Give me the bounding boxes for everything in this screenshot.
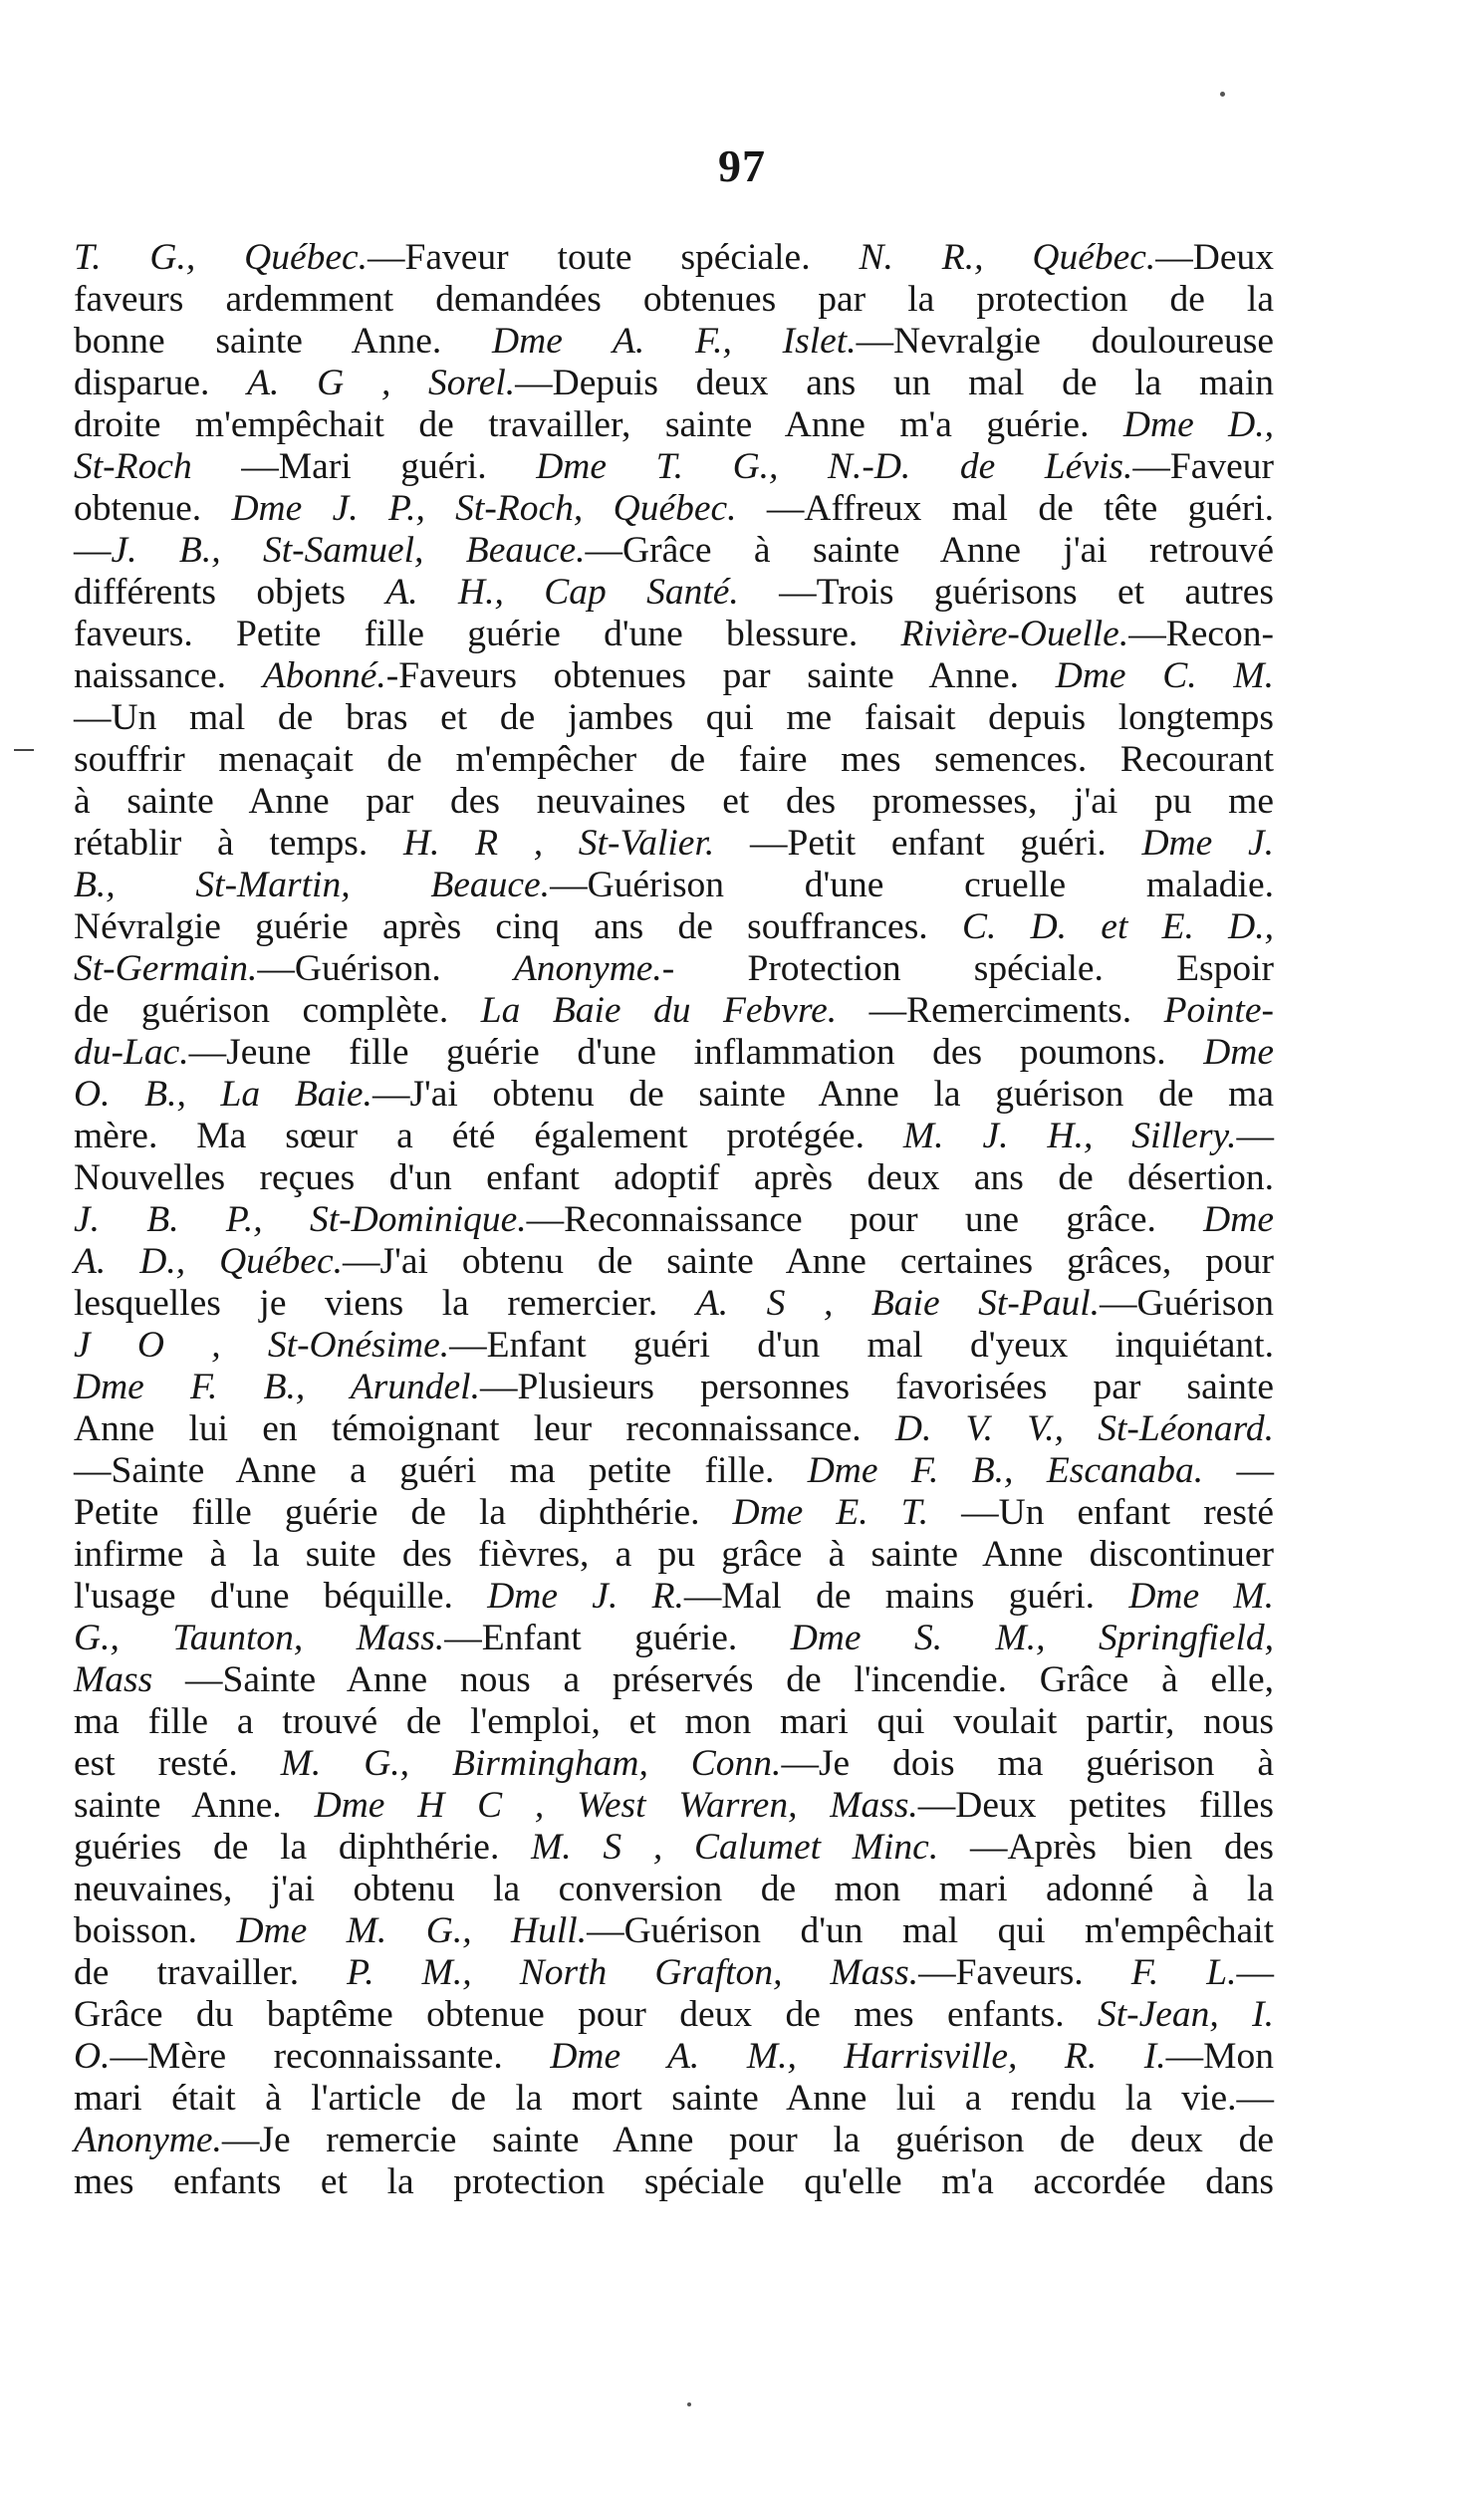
text-run: —Mal de mains guéri. bbox=[683, 1576, 1129, 1617]
text-line bbox=[74, 1827, 1274, 1869]
italic-reference: Abonné. bbox=[262, 655, 386, 696]
text-run: —Enfant guéri d'un mal d'yeux inquiétant. bbox=[449, 1325, 1274, 1366]
text-line bbox=[74, 990, 1274, 1032]
text-run: —Petit enfant guéri. bbox=[714, 823, 1142, 864]
text-run: faveurs ardemment demandées obtenues par la protection de la bbox=[74, 279, 1274, 320]
text-line bbox=[74, 488, 1274, 530]
italic-reference: St-Germain. bbox=[74, 948, 258, 989]
text-run: lesquelles je viens la remercier. bbox=[74, 1283, 696, 1324]
text-run: Grâce du baptême obtenue pour deux de mes enfants. bbox=[74, 1994, 1098, 2035]
text-run: de guérison complète. bbox=[74, 990, 481, 1031]
text-line bbox=[74, 530, 1274, 572]
text-line bbox=[74, 1241, 1274, 1283]
italic-reference: Dme F. B., Escanaba. bbox=[807, 1450, 1204, 1491]
text-run: -Faveurs obtenues par sainte Anne. bbox=[385, 655, 1056, 696]
italic-reference: Dme H C , West Warren, Mass. bbox=[314, 1785, 918, 1826]
italic-reference: Anonyme. bbox=[74, 2120, 222, 2160]
text-run: —Guérison bbox=[1100, 1283, 1275, 1324]
italic-reference: J. B. P., St-Dominique. bbox=[74, 1199, 527, 1240]
italic-reference: Pointe- bbox=[1163, 990, 1274, 1031]
text-line bbox=[74, 823, 1274, 865]
italic-reference: Dme bbox=[1203, 1199, 1274, 1240]
text-run: sainte Anne. bbox=[74, 1785, 315, 1826]
text-run: —Je dois ma guérison à bbox=[781, 1743, 1274, 1784]
text-run: —Mon bbox=[1165, 2036, 1274, 2077]
text-line bbox=[74, 1116, 1274, 1157]
text-line bbox=[74, 614, 1274, 655]
text-line bbox=[74, 1492, 1274, 1534]
italic-reference: Dme C. M. bbox=[1055, 655, 1274, 696]
text-line bbox=[74, 948, 1274, 990]
text-run: —Depuis deux ans un mal de la main bbox=[515, 363, 1274, 403]
text-run: —Un enfant resté bbox=[928, 1492, 1274, 1533]
text-run: mère. Ma sœur a été également protégée. bbox=[74, 1116, 903, 1156]
italic-reference: M. S , Calumet Minc. bbox=[531, 1827, 939, 1868]
text-run: Névralgie guérie après cinq ans de souffrances. bbox=[74, 906, 962, 947]
text-line bbox=[74, 1910, 1274, 1952]
text-run: rétablir à temps. bbox=[74, 823, 403, 864]
italic-reference: H. R , St-Valier. bbox=[402, 823, 715, 864]
italic-reference: Dme M. bbox=[1128, 1576, 1275, 1617]
text-run: l'usage d'une béquille. bbox=[74, 1576, 488, 1617]
text-run: —Trois guérisons et autres bbox=[738, 572, 1274, 613]
body-text bbox=[74, 237, 1274, 2203]
text-run: —Faveur toute spéciale. bbox=[368, 237, 860, 278]
text-line bbox=[74, 1785, 1274, 1827]
italic-reference: M. J. H., Sillery. bbox=[902, 1116, 1237, 1156]
text-run: neuvaines, j'ai obtenu la conversion de mon mari adonné à la bbox=[74, 1869, 1274, 1909]
text-run: —Après bien des bbox=[938, 1827, 1275, 1868]
text-line bbox=[74, 906, 1274, 948]
text-line bbox=[74, 1450, 1274, 1492]
text-run: —Faveurs. bbox=[918, 1952, 1131, 1993]
text-line bbox=[74, 1408, 1274, 1450]
text-run: — bbox=[1236, 1952, 1274, 1993]
ink-speck bbox=[687, 2402, 691, 2406]
italic-reference: G., Taunton, Mass. bbox=[74, 1618, 445, 1658]
text-run: droite m'empêchait de travailler, sainte Anne m'a guérie. bbox=[74, 404, 1123, 445]
italic-reference: Dme J. bbox=[1141, 823, 1274, 864]
text-run: —Mari guéri. bbox=[191, 446, 537, 487]
text-line bbox=[74, 1701, 1274, 1743]
text-line bbox=[74, 1325, 1274, 1367]
italic-reference: Dme A. F., Islet. bbox=[492, 321, 857, 362]
text-line bbox=[74, 1952, 1274, 1994]
text-run: — bbox=[74, 530, 112, 571]
text-run: — bbox=[1203, 1450, 1274, 1491]
text-run: —Grâce à sainte Anne j'ai retrouvé bbox=[585, 530, 1274, 571]
text-line bbox=[74, 697, 1274, 739]
text-run: —Guérison. bbox=[257, 948, 514, 989]
text-line bbox=[74, 1074, 1274, 1116]
italic-reference: Dme J. R. bbox=[487, 1576, 684, 1617]
italic-reference: O. bbox=[74, 2036, 111, 2077]
italic-reference: F. L. bbox=[1130, 1952, 1237, 1993]
italic-reference: Rivière-Ouelle. bbox=[900, 614, 1129, 654]
text-run: disparue. bbox=[74, 363, 248, 403]
text-line bbox=[74, 865, 1274, 906]
text-run: à sainte Anne par des neuvaines et des promesses, j'ai pu me bbox=[74, 781, 1274, 822]
italic-reference: P. M., North Grafton, Mass. bbox=[347, 1952, 919, 1993]
text-line bbox=[74, 2120, 1274, 2161]
text-run: souffrir menaçait de m'empêcher de faire mes semences. Recourant bbox=[74, 739, 1274, 780]
italic-reference: M. G., Birmingham, Conn. bbox=[280, 1743, 782, 1784]
text-line bbox=[74, 1157, 1274, 1199]
text-run: faveurs. Petite fille guérie d'une blessure. bbox=[74, 614, 901, 654]
italic-reference: Dme A. M., Harrisville, R. I. bbox=[550, 2036, 1166, 2077]
text-run: —Guérison d'une cruelle maladie. bbox=[550, 865, 1274, 905]
text-run: mari était à l'article de la mort sainte Anne lui a rendu la vie.— bbox=[74, 2078, 1274, 2119]
text-run: de travailler. bbox=[74, 1952, 348, 1993]
italic-reference: T. G., Québec. bbox=[74, 237, 368, 278]
text-run: —Remerciments. bbox=[837, 990, 1164, 1031]
text-line bbox=[74, 2078, 1274, 2120]
text-run: —Sainte Anne nous a préservés de l'incendie. Grâce à elle, bbox=[152, 1659, 1274, 1700]
text-run: —Guérison d'un mal qui m'empêchait bbox=[587, 1910, 1275, 1951]
text-run: —Affreux mal de tête guéri. bbox=[736, 488, 1274, 529]
italic-reference: Mass bbox=[74, 1659, 153, 1700]
italic-reference: Dme D., bbox=[1122, 404, 1274, 445]
text-line bbox=[74, 655, 1274, 697]
text-line bbox=[74, 279, 1274, 321]
italic-reference: Dme F. B., Arundel. bbox=[74, 1367, 480, 1407]
text-line bbox=[74, 1994, 1274, 2036]
text-line bbox=[74, 404, 1274, 446]
text-run: Petite fille guérie de la diphthérie. bbox=[74, 1492, 733, 1533]
margin-mark bbox=[14, 749, 34, 751]
text-line bbox=[74, 1618, 1274, 1659]
italic-reference: Dme J. P., St-Roch, Québec. bbox=[231, 488, 737, 529]
text-line bbox=[74, 237, 1274, 279]
text-line bbox=[74, 1534, 1274, 1576]
text-line bbox=[74, 321, 1274, 363]
italic-reference: A. G , Sorel. bbox=[247, 363, 516, 403]
text-run: guéries de la diphthérie. bbox=[74, 1827, 532, 1868]
italic-reference: J. B., St-Samuel, Beauce. bbox=[111, 530, 586, 571]
italic-reference: St-Roch bbox=[74, 446, 192, 487]
text-line bbox=[74, 1659, 1274, 1701]
text-run: —Un mal de bras et de jambes qui me faisait depuis longtemps bbox=[74, 697, 1274, 738]
text-run: est resté. bbox=[74, 1743, 281, 1784]
text-run: —Faveur bbox=[1132, 446, 1274, 487]
italic-reference: A. H., Cap Santé. bbox=[385, 572, 739, 613]
text-line bbox=[74, 446, 1274, 488]
text-run: différents objets bbox=[74, 572, 386, 613]
text-run: bonne sainte Anne. bbox=[74, 321, 493, 362]
text-run: mes enfants et la protection spéciale qu'elle m'a accordée dans bbox=[74, 2161, 1274, 2202]
text-run: —J'ai obtenu de sainte Anne certaines grâces, pour bbox=[342, 1241, 1274, 1282]
text-line bbox=[74, 1743, 1274, 1785]
text-run: Anne lui en témoignant leur reconnaissance. bbox=[74, 1408, 895, 1449]
text-line bbox=[74, 1032, 1274, 1074]
italic-reference: Dme bbox=[1203, 1032, 1274, 1073]
text-run: —Deux bbox=[1155, 237, 1274, 278]
italic-reference: St-Jean, I. bbox=[1097, 1994, 1275, 2035]
text-line bbox=[74, 1199, 1274, 1241]
text-run: obtenue. bbox=[74, 488, 232, 529]
text-run: —Je remercie sainte Anne pour la guérison de deux de bbox=[221, 2120, 1274, 2160]
italic-reference: Anonyme. bbox=[513, 948, 662, 989]
text-run: —Mère reconnaissante. bbox=[110, 2036, 551, 2077]
text-run: —Sainte Anne a guéri ma petite fille. bbox=[74, 1450, 808, 1491]
text-run: —Enfant guérie. bbox=[444, 1618, 791, 1658]
italic-reference: B., St-Martin, Beauce. bbox=[74, 865, 551, 905]
text-run: infirme à la suite des fièvres, a pu grâce à sainte Anne discontinuer bbox=[74, 1534, 1274, 1575]
text-line bbox=[74, 572, 1274, 614]
italic-reference: du-Lac. bbox=[74, 1032, 189, 1073]
italic-reference: Dme E. T. bbox=[732, 1492, 929, 1533]
text-run: —Jeune fille guérie d'une inflammation des poumons. bbox=[188, 1032, 1204, 1073]
italic-reference: Dme T. G., N.-D. de Lévis. bbox=[536, 446, 1133, 487]
text-line bbox=[74, 1367, 1274, 1408]
italic-reference: A. S , Baie St-Paul. bbox=[695, 1283, 1101, 1324]
text-run: naissance. bbox=[74, 655, 263, 696]
page-number: 97 bbox=[718, 140, 766, 191]
text-run: ma fille a trouvé de l'emploi, et mon mari qui voulait partir, nous bbox=[74, 1701, 1274, 1742]
text-line bbox=[74, 363, 1274, 404]
text-run: - Protection spéciale. Espoir bbox=[661, 948, 1274, 989]
text-run: boisson. bbox=[74, 1910, 237, 1951]
text-run: —J'ai obtenu de sainte Anne la guérison de ma bbox=[371, 1074, 1274, 1115]
italic-reference: La Baie du Febvre. bbox=[480, 990, 838, 1031]
text-line bbox=[74, 1576, 1274, 1618]
text-line bbox=[74, 739, 1274, 781]
text-line bbox=[74, 781, 1274, 823]
text-run: Nouvelles reçues d'un enfant adoptif après deux ans de désertion. bbox=[74, 1157, 1274, 1198]
text-run: —Recon- bbox=[1128, 614, 1274, 654]
text-line bbox=[74, 2036, 1274, 2078]
italic-reference: C. D. et E. D., bbox=[961, 906, 1274, 947]
ink-speck bbox=[1220, 92, 1225, 97]
italic-reference: O. B., La Baie. bbox=[74, 1074, 372, 1115]
italic-reference: Dme S. M., Springfield, bbox=[790, 1618, 1274, 1658]
text-run: —Deux petites filles bbox=[917, 1785, 1274, 1826]
text-line bbox=[74, 1869, 1274, 1910]
italic-reference: Dme M. G., Hull. bbox=[236, 1910, 588, 1951]
text-line bbox=[74, 1283, 1274, 1325]
italic-reference: A. D., Québec. bbox=[74, 1241, 343, 1282]
italic-reference: J O , St-Onésime. bbox=[74, 1325, 450, 1366]
text-run: —Plusieurs personnes favorisées par sainte bbox=[479, 1367, 1274, 1407]
text-line bbox=[74, 2161, 1274, 2203]
italic-reference: D. V. V., St-Léonard. bbox=[894, 1408, 1274, 1449]
text-run: —Reconnaissance pour une grâce. bbox=[526, 1199, 1204, 1240]
text-run: —Nevralgie douloureuse bbox=[856, 321, 1274, 362]
italic-reference: N. R., Québec. bbox=[859, 237, 1156, 278]
text-run: — bbox=[1236, 1116, 1274, 1156]
